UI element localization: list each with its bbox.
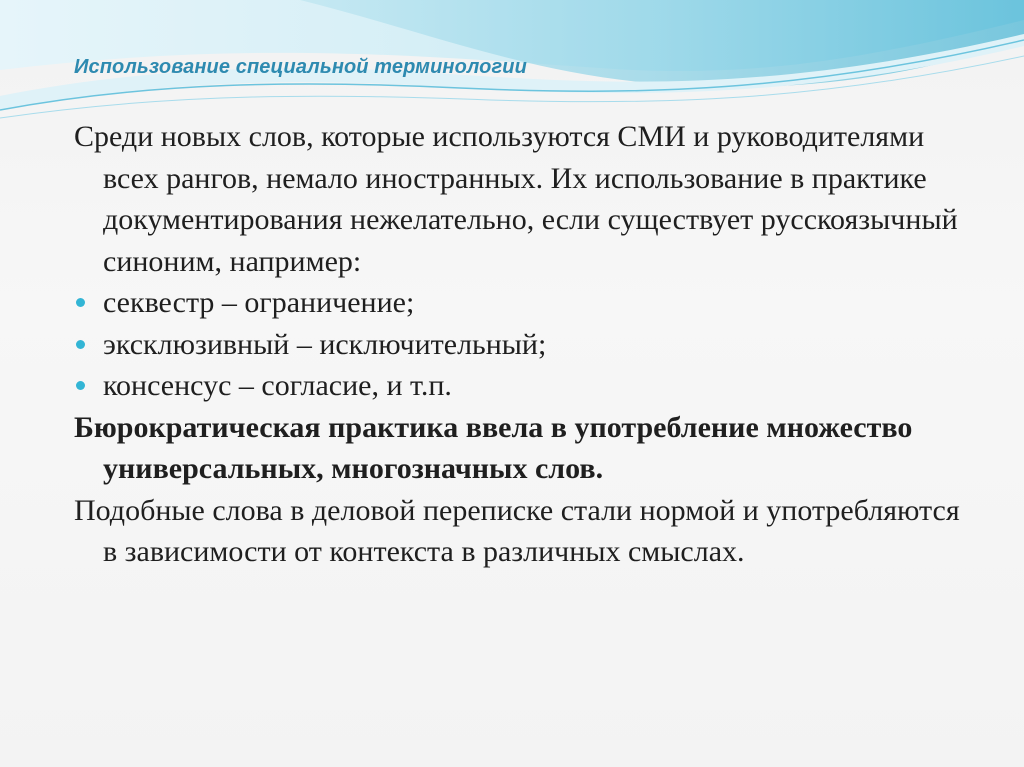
bullet-dot-icon [76, 340, 85, 349]
bullet-dot-icon [76, 298, 85, 307]
slide-body [74, 116, 974, 573]
bold-statement: Бюрократическая практика ввела в употребление множество универсальных, многозначных слов. [74, 410, 913, 485]
bullet-item [74, 282, 974, 324]
bullet-text: эксклюзивный – исключительный; [103, 327, 547, 361]
slide-title: Использование специальной терминологии [74, 56, 527, 78]
bullet-text: консенсус – согласие, и т.п. [103, 369, 452, 402]
bullet-text: секвестр – ограничение; [103, 286, 415, 319]
closing-paragraph: Подобные слова в деловой переписке стали нормой и употребляются в зависимости от контекста в различных смыслах. [74, 493, 960, 568]
bullet-item [74, 324, 974, 366]
bullet-item [74, 365, 974, 407]
bullet-dot-icon [76, 381, 85, 390]
intro-paragraph: Среди новых слов, которые используются СМИ и руководителями всех рангов, немало иностранных. Их использование в практике документирования нежелательно, если существует русскоязычный синоним, например: [74, 120, 958, 278]
